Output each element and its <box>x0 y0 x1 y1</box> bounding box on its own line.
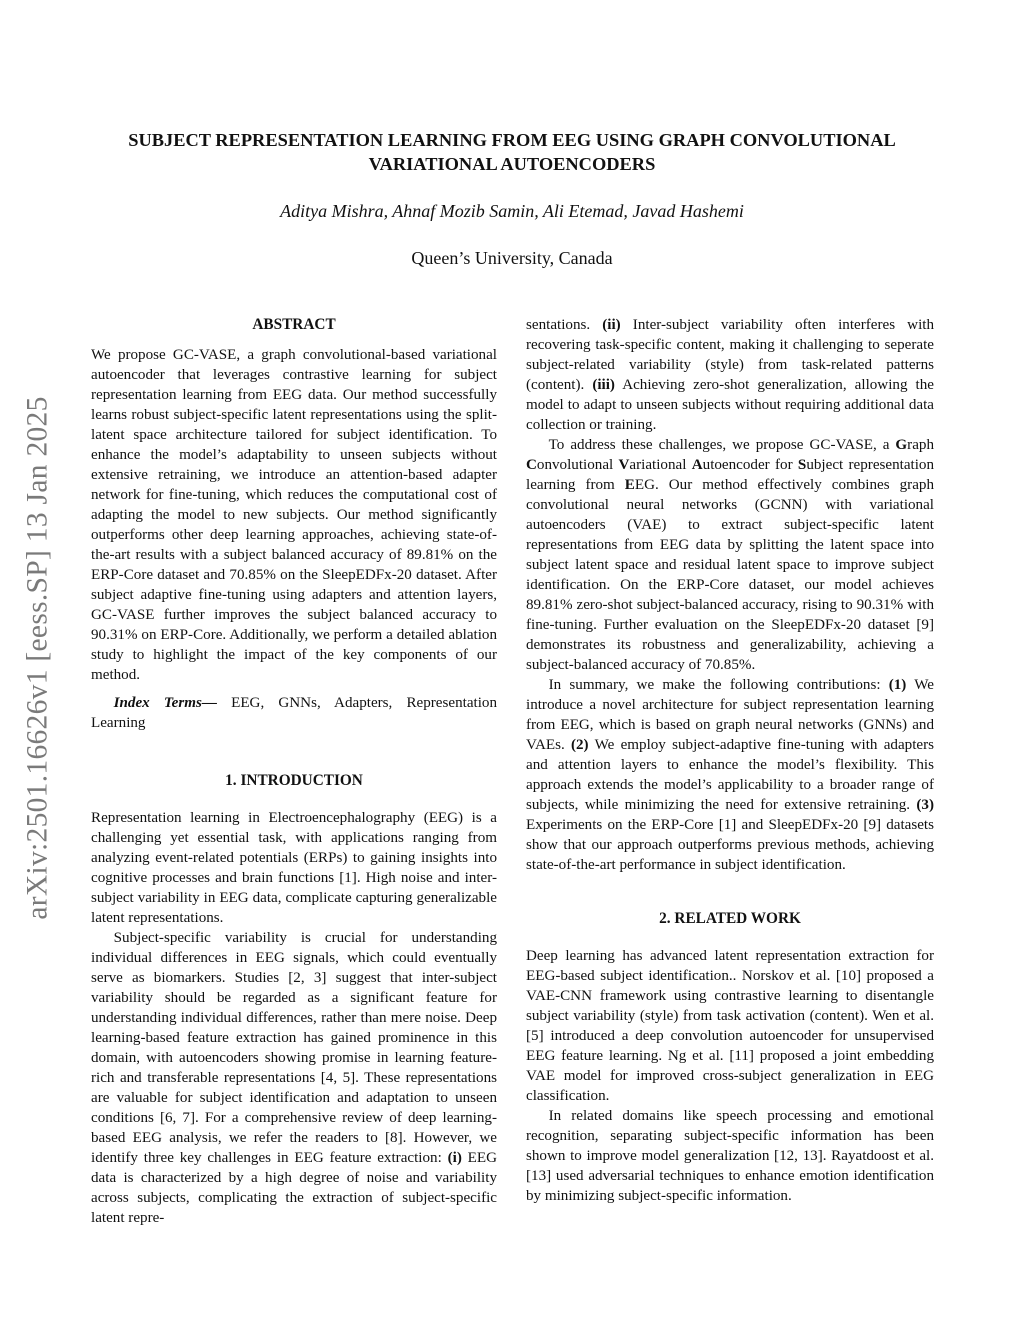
rp2-a: To address these challenges, we propose GC-VASE, a <box>548 437 896 453</box>
acronym-c: C <box>526 457 537 473</box>
rp1-b: Inter-subject variability often interferes with recovering task-specific content, making it challenging to seperate subject-related variability (style) from task-related patterns (content). <box>526 317 935 393</box>
related-paragraph-1: Deep learning has advanced latent representation extraction for EEG-based subject identification.. Norskov et al. [10] proposed a VAE-CNN framework using contrastive learning to disentangle subject variability (style) from task activation (content). Wen et al. [5] introduced a deep convolution autoencoder for unsupervised EEG feature learning. Ng et al. [11] proposed a joint embedding VAE model for improved cross-subject generalization in EEG classification. <box>526 948 934 1104</box>
challenge-marker-i: (i) <box>447 1150 462 1166</box>
challenge-marker-iii: (iii) <box>592 377 615 393</box>
right-paragraph-1 <box>526 315 934 435</box>
rp3-c: We employ subject-adaptive fine-tuning with adapters and attention layers to enhance the model’s flexibility. This approach extends the model’s applicability to a broader range of subjects, while minimizing the need for extensive retraining. <box>526 737 934 813</box>
index-terms <box>91 693 497 733</box>
index-terms-label: Index Terms— <box>113 695 217 711</box>
rp3-b: We introduce a novel architecture for subject representation learning from EEG, which is based on graph neural networks (GNNs) and VAEs. <box>526 677 934 753</box>
rp1-c: Achieving zero-shot generalization, allowing the model to adapt to unseen subjects without requiring additional data collection or training. <box>526 377 934 433</box>
rp2-e: utoencoder for <box>702 457 798 473</box>
paper-title <box>80 128 944 176</box>
acronym-s: S <box>797 457 807 473</box>
rp3-a: In summary, we make the following contributions: <box>548 677 889 693</box>
related-work-heading: 2. RELATED WORK <box>659 910 801 927</box>
rp2-b: raph <box>907 437 934 453</box>
rp2-g: EG. Our method effectively combines graph convolutional neural networks (GCNN) with variational autoencoders (VAE) to extract subject-specific latent representations from EEG data by splitting the latent space into subject latent space and residual latent space to improve subject identification. On the ERP-Core dataset, our model achieves 89.81% zero-shot subject-balanced accuracy, rising to 90.31% with fine-tuning. Further evaluation on the SleepEDFx-20 dataset [9] demonstrates its robustness and generalizability, achieving a subject-balanced accuracy of 70.85%. <box>526 477 934 673</box>
title-line-1: SUBJECT REPRESENTATION LEARNING FROM EEG USING GRAPH CONVOLUTIONAL <box>128 130 896 150</box>
contribution-marker-3: (3) <box>916 797 934 813</box>
rp1-a: sentations. <box>526 317 603 333</box>
right-paragraph-3 <box>526 675 934 875</box>
left-column <box>91 315 497 1228</box>
rp2-f: ubject representation learning from <box>526 457 935 493</box>
challenge-marker-ii: (ii) <box>602 317 621 333</box>
author-list: Aditya Mishra, Ahnaf Mozib Samin, Ali Etemad, Javad Hashemi <box>280 201 744 221</box>
acronym-e: E <box>624 477 635 493</box>
abstract-text: We propose GC-VASE, a graph convolutional-based variational autoencoder that leverages contrastive learning for subject representation learning from EEG data. Our method successfully learns robust subject-specific latent representations using the split-latent space architecture tailored for subject identification. To enhance the model’s adaptability to unseen subjects without extensive retraining, we introduce an attention-based adapter network for fine-tuning, which reduces the computational cost of adapting the model to new subjects. Our method significantly outperforms other deep learning approaches, achieving state-of-the-art results with a subject balanced accuracy of 89.81% on the ERP-Core dataset and 70.85% on the SleepEDFx-20 dataset. After subject adaptive fine-tuning using adapters and attention layers, GC-VASE further improves the subject balanced accuracy to 90.31% on ERP-Core. Additionally, we perform a detailed ablation study to highlight the impact of the key components of our method. <box>91 347 497 683</box>
contribution-marker-2: (2) <box>570 737 589 753</box>
contribution-marker-1: (1) <box>888 677 907 693</box>
intro-paragraph-2 <box>91 928 497 1228</box>
introduction-heading: 1. INTRODUCTION <box>225 772 363 789</box>
intro-paragraph-1: Representation learning in Electroencephalography (EEG) is a challenging yet essential task, with applications ranging from analyzing event-related potentials (ERPs) to gaining insights into cognitive processes and brain functions [1]. High noise and inter-subject variability in EEG data, complicate capturing generalizable latent representations. <box>91 810 497 926</box>
title-line-2: VARIATIONAL AUTOENCODERS <box>368 154 656 174</box>
intro-p2-part-a: Subject-specific variability is crucial for understanding individual differences in EEG signals, which could eventually serve as biomarkers. Studies [2, 3] suggest that inter-subject variability should be regarded as a significant feature for understanding individual differences, rather than mere noise. Deep learning-based feature extraction has gained prominence in this domain, with autoencoders showing promise in learning feature-rich and transferable representations [4, 5]. These representations are valuable for subject identification and adaptation to unseen conditions [6, 7]. For a comprehensive review of deep learning-based EEG analysis, we refer the readers to [8]. However, we identify three key challenges in EEG feature extraction: <box>91 930 497 1166</box>
index-terms-text: EEG, GNNs, Adapters, Representation Learning <box>91 695 497 731</box>
related-paragraph-2: In related domains like speech processing and emotional recognition, separating subject-specific information has been shown to improve model generalization [12, 13]. Rayatdoost et al. [13] used adversarial techniques to enhance emotion identification by minimizing subject-specific information. <box>526 1108 934 1204</box>
rp2-c: onvolutional <box>536 457 619 473</box>
acronym-g: G <box>895 437 908 453</box>
acronym-a: A <box>691 457 703 473</box>
abstract-heading: ABSTRACT <box>252 316 336 333</box>
affiliation: Queen’s University, Canada <box>411 248 613 268</box>
rp3-d: Experiments on the ERP-Core [1] and SleepEDFx-20 [9] datasets show that our approach outperforms previous methods, achieving state-of-the-art performance in subject identification. <box>526 817 934 873</box>
right-paragraph-2 <box>526 435 934 675</box>
rp2-d: ariational <box>629 457 692 473</box>
arxiv-identifier-banner: arXiv:2501.16626v1 [eess.SP] 13 Jan 2025 <box>21 396 54 920</box>
intro-p2-part-b: EEG data is characterized by a high degree of noise and variability across subjects, complicating the extraction of subject-specific latent repre- <box>91 1150 497 1226</box>
acronym-v: V <box>618 457 630 473</box>
right-column <box>526 315 934 1206</box>
